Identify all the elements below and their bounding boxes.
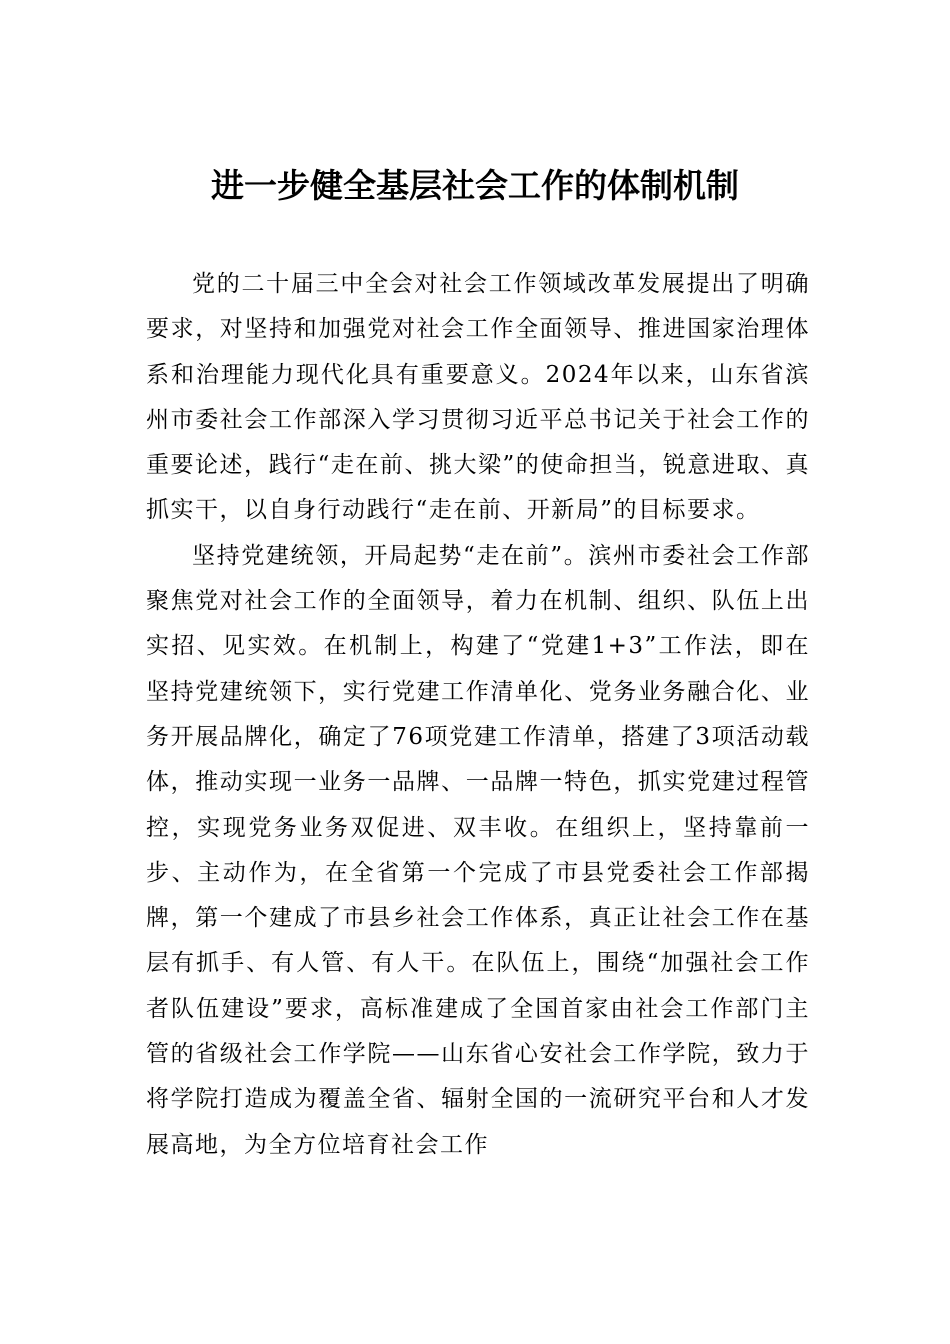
paragraph-intro: 党的二十届三中全会对社会工作领域改革发展提出了明确要求，对坚持和加强党对社会工作全面领导、推进国家治理体系和治理能力现代化具有重要意义。2024年以来，山东省滨州市委社会工作部深入学习贯彻习近平总书记关于社会工作的重要论述，践行“走在前、挑大梁”的使命担当，锐意进取、真抓实干，以自身行动践行“走在前、开新局”的目标要求。 [146, 271, 810, 524]
paragraph-party-building: 坚持党建统领，开局起势“走在前”。滨州市委社会工作部聚焦党对社会工作的全面领导，着力在机制、组织、队伍上出实招、见实效。在机制上，构建了“党建1+3”工作法，即在坚持党建统领下，实行党建工作清单化、党务业务融合化、业务开展品牌化，确定了76项党建工作清单，搭建了3项活动载体，推动实现一业务一品牌、一品牌一特色，抓实党建过程管控，实现党务业务双促进、双丰收。在组织上，坚持靠前一步、主动作为，在全省第一个完成了市县党委社会工作部揭牌，第一个建成了市县乡社会工作体系，真正让社会工作在基层有抓手、有人管、有人干。在队伍上，围绕“加强社会工作者队伍建设”要求，高标准建成了全国首家由社会工作部门主管的省级社会工作学院——山东省心安社会工作学院，致力于将学院打造成为覆盖全省、辐射全国的一流研究平台和人才发展高地，为全方位培育社会工作 [146, 542, 810, 1158]
document-body [146, 262, 810, 1168]
document-title: 进一步健全基层社会工作的体制机制 [211, 166, 739, 205]
